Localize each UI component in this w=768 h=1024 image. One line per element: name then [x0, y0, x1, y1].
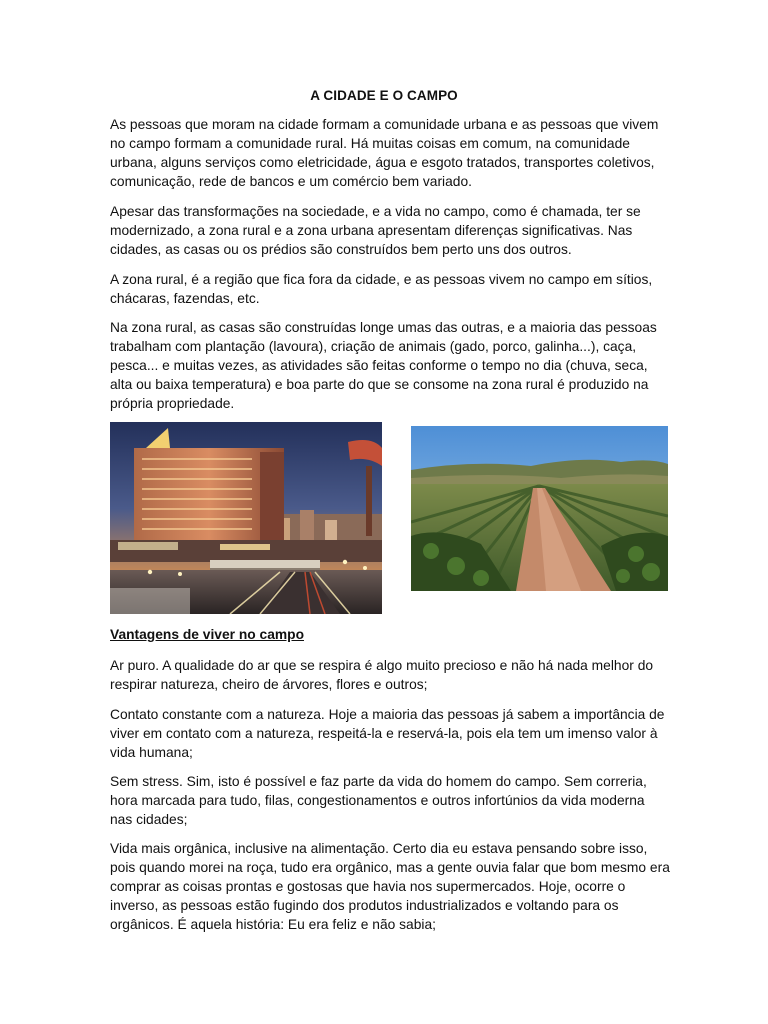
advantage-organic-life: Vida mais orgânica, inclusive na alimentação. Certo dia eu estava pensando sobre isso, pois quando morei na roça, tudo era orgânico, mas a gente ouvia falar que bom mesmo era comprar as coisas prontas e gostosas que havia nos supermercados. Hoje, ocorre o inverso, as pessoas estão fugindo dos produtos industrializados e voltando para os orgânicos. É aquela história: Eu era feliz e não sabia; — [110, 841, 670, 932]
paragraph-intro: As pessoas que moram na cidade formam a comunidade urbana e as pessoas que vivem no campo formam a comunidade rural. Há muitas coisas em comum, na comunidade urbana, alguns serviços como eletricidade, água e esgoto tratados, transportes coletivos, comunicação, rede de bancos e um comércio bem variado. — [110, 117, 659, 189]
document-title: A CIDADE E O CAMPO — [310, 88, 458, 103]
city-photo — [110, 422, 382, 614]
advantages-heading: Vantagens de viver no campo — [110, 627, 304, 642]
vineyard-photo — [411, 426, 668, 591]
paragraph-rural-zone: A zona rural, é a região que fica fora da cidade, e as pessoas vivem no campo em sítios, chácaras, fazendas, etc. — [110, 272, 653, 306]
advantage-no-stress: Sem stress. Sim, isto é possível e faz parte da vida do homem do campo. Sem correria, hora marcada para tudo, filas, congestionamentos e outros infortúnios da vida moderna nas cidades; — [110, 774, 647, 827]
advantage-pure-air: Ar puro. A qualidade do ar que se respira é algo muito precioso e não há nada melhor do respirar natureza, cheiro de árvores, flores e outros; — [110, 658, 654, 692]
advantage-nature-contact: Contato constante com a natureza. Hoje a maioria das pessoas já sabem a importância de viver em contato com a natureza, respeitá-la e reservá-la, pois ela tem um imenso valor à vida humana; — [110, 707, 665, 760]
paragraph-transformations: Apesar das transformações na sociedade, e a vida no campo, como é chamada, ter se modernizado, a zona rural e a zona urbana apresentam diferenças significativas. Nas cidades, as casas ou os prédios são construídos bem perto uns dos outros. — [110, 204, 641, 257]
paragraph-rural-life: Na zona rural, as casas são construídas longe umas das outras, e a maioria das pessoas trabalham com plantação (lavoura), criação de animais (gado, porco, galinha...), caça, pesca... e muitas vezes, as atividades são feitas conforme o tempo no dia (chuva, seca, alta ou baixa temperatura) e boa parte do que se consome na zona rural é produzido na própria propriedade. — [110, 320, 657, 411]
